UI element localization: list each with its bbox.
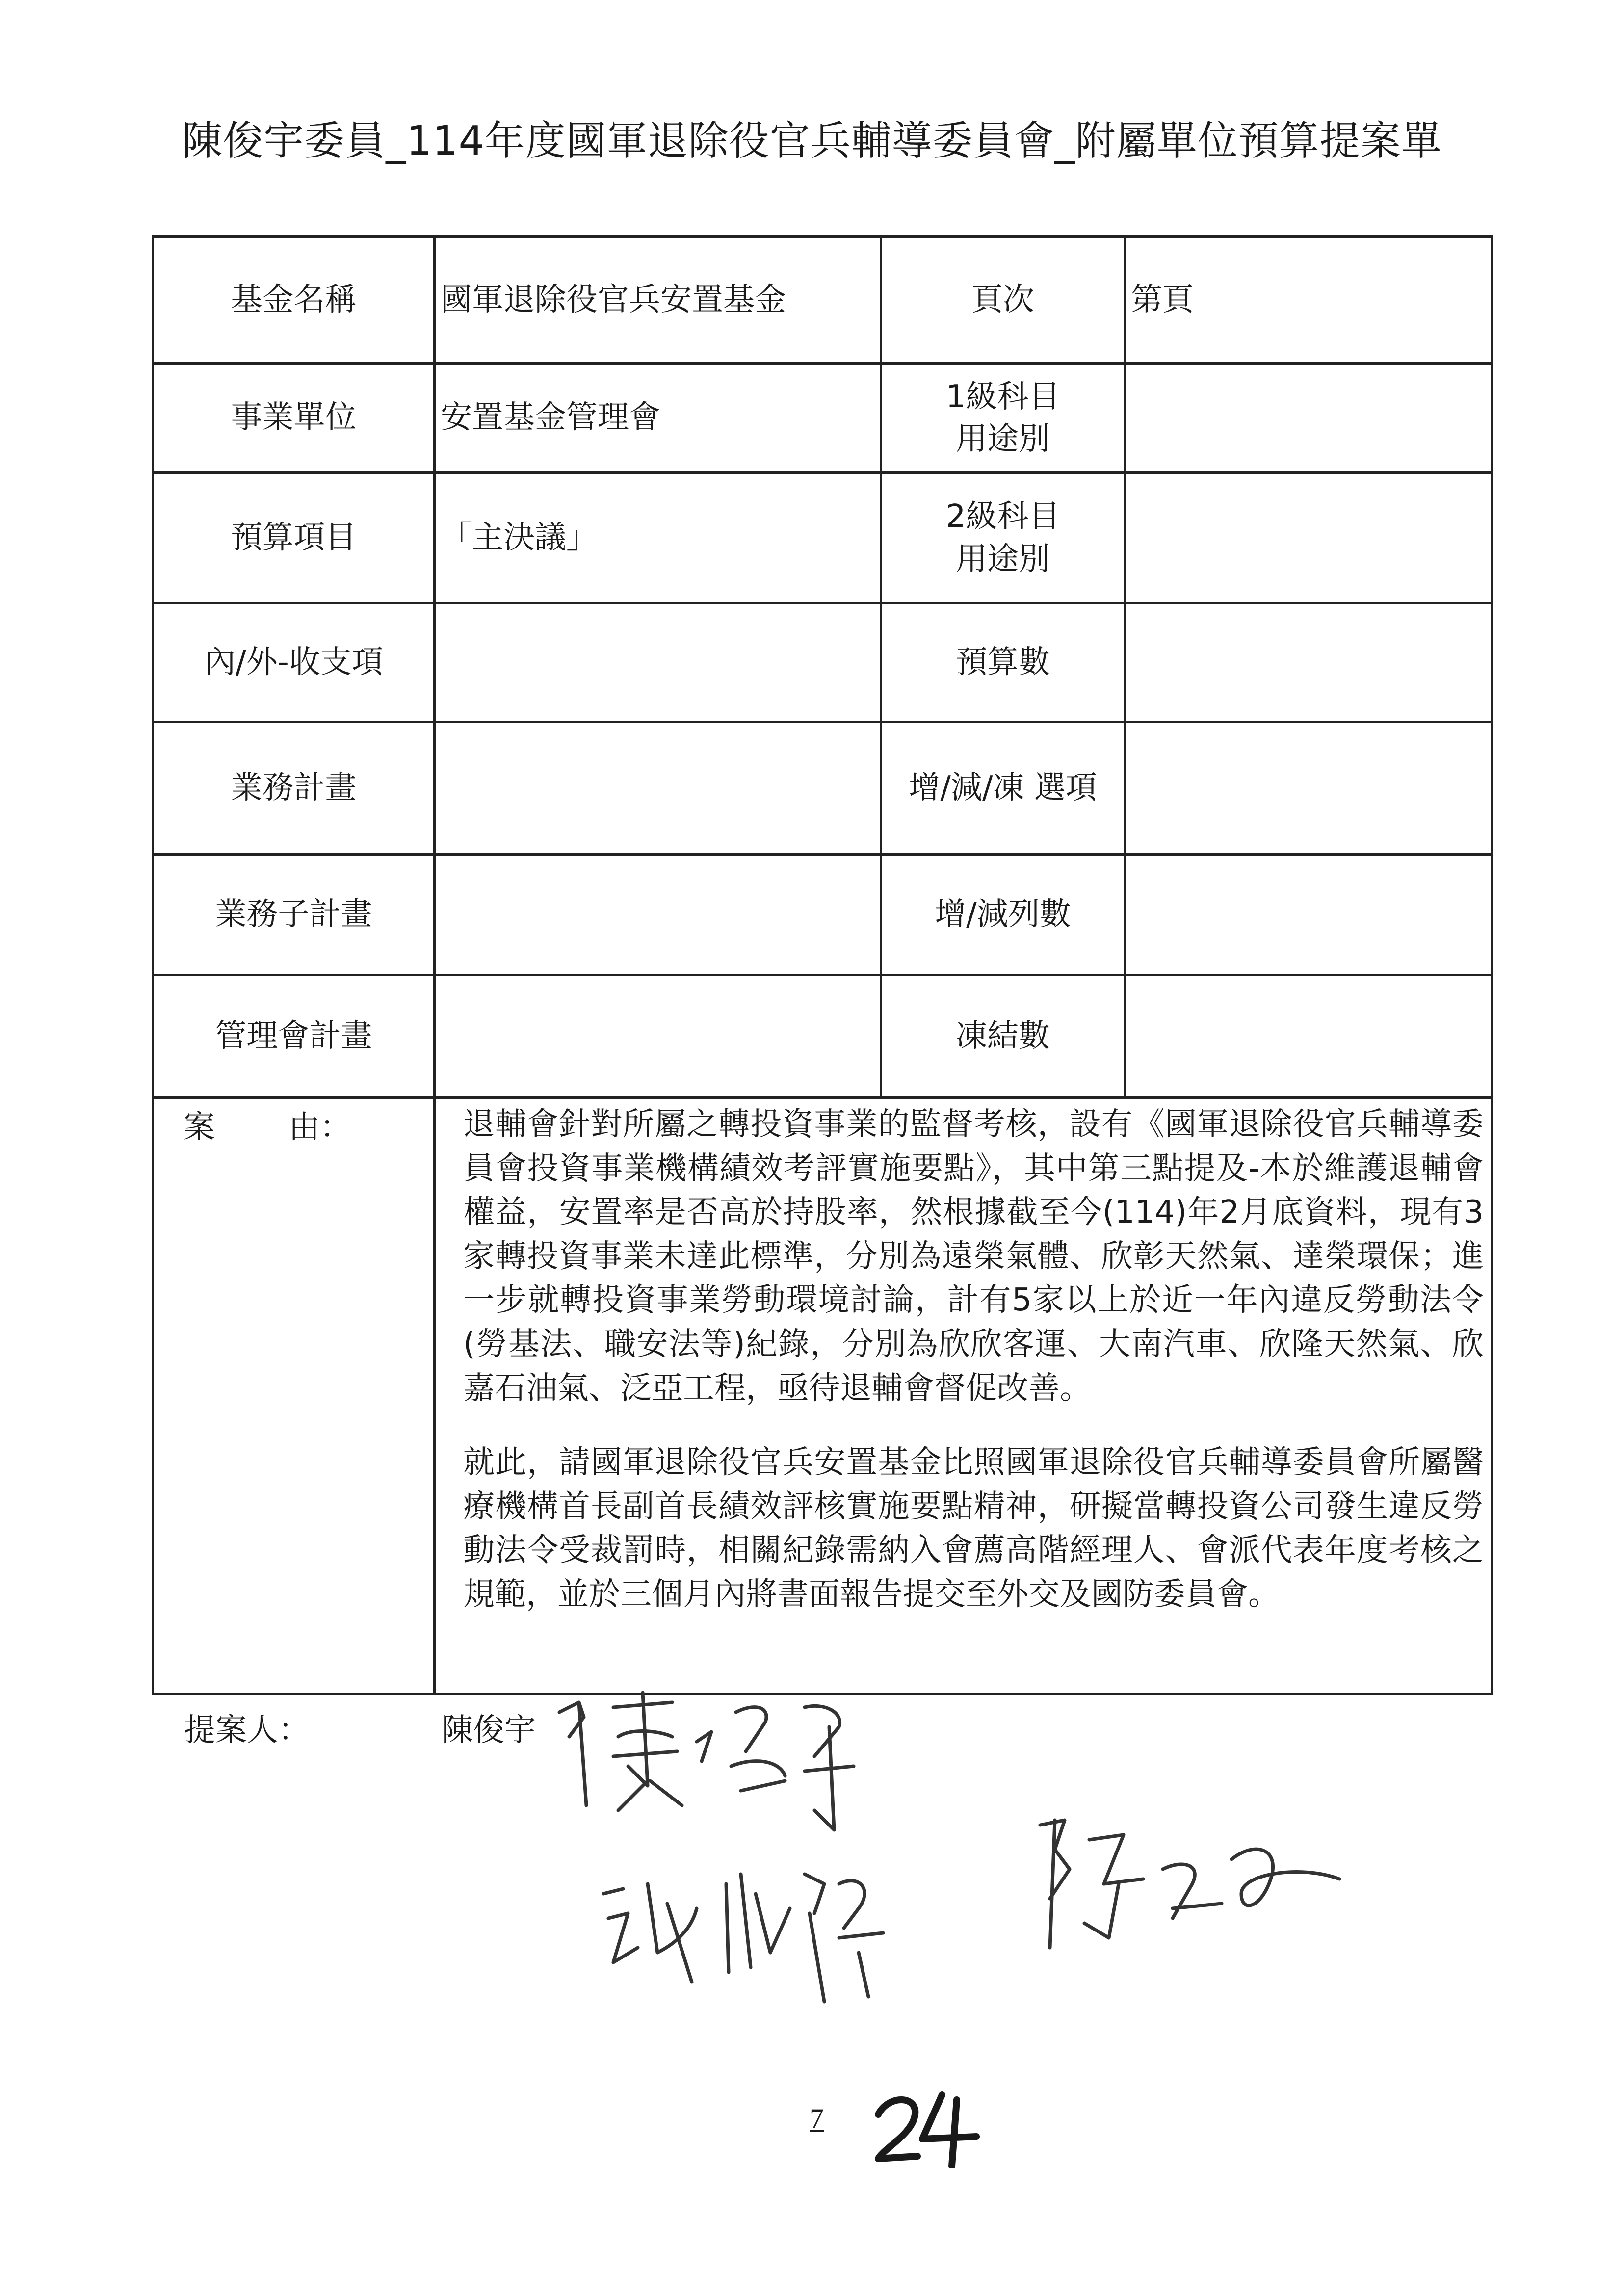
field-value <box>1125 473 1492 603</box>
reason-label <box>153 1098 435 1694</box>
field-label: 2級科目 用途別 <box>881 473 1125 603</box>
proposal-form-table <box>152 235 1493 1695</box>
table-row <box>153 364 1492 473</box>
field-label: 增/減/凍 選項 <box>881 722 1125 855</box>
field-value <box>1125 364 1492 473</box>
field-value <box>1125 855 1492 975</box>
field-value: 第頁 <box>1125 237 1492 364</box>
field-value <box>435 722 881 855</box>
reason-body <box>435 1098 1492 1694</box>
reason-paragraph: 就此，請國軍退除役官兵安置基金比照國軍退除役官兵輔導委員會所屬醫療機構首長副首長績效評核實施要點精神，研擬當轉投資公司發生違反勞動法令受裁罰時，相關紀錄需納入會薦高階經理人、會派代表年度考核之規範，並於三個月內將書面報告提交至外交及國防委員會。 <box>463 1444 1484 1613</box>
field-label: 1級科目 用途別 <box>881 364 1125 473</box>
field-value <box>1125 603 1492 722</box>
field-value <box>435 603 881 722</box>
field-label: 預算項目 <box>153 473 435 603</box>
field-value <box>1125 975 1492 1098</box>
field-label: 預算數 <box>881 603 1125 722</box>
field-label: 內/外-收支項 <box>153 603 435 722</box>
field-label: 業務計畫 <box>153 722 435 855</box>
signature-3 <box>1025 1810 1349 1967</box>
field-value <box>1125 722 1492 855</box>
field-label: 管理會計畫 <box>153 975 435 1098</box>
field-value: 「主決議」 <box>435 473 881 603</box>
field-label: 增/減列數 <box>881 855 1125 975</box>
proposer-name: 陳俊宇 <box>442 1712 536 1748</box>
table-row <box>153 855 1492 975</box>
field-value: 國軍退除役官兵安置基金 <box>435 237 881 364</box>
field-value <box>435 855 881 975</box>
page-number: 7 <box>810 2103 824 2135</box>
field-value: 安置基金管理會 <box>435 364 881 473</box>
table-row <box>153 237 1492 364</box>
field-label: 業務子計畫 <box>153 855 435 975</box>
table-row <box>153 722 1492 855</box>
field-label: 凍結數 <box>881 975 1125 1098</box>
handwritten-page-number <box>868 2085 981 2168</box>
table-row <box>153 603 1492 722</box>
reason-label-b: 由： <box>288 1109 351 1146</box>
field-value <box>435 975 881 1098</box>
reason-label-a: 案 <box>183 1109 215 1146</box>
proposer-label: 提案人： <box>184 1712 310 1748</box>
field-label: 事業單位 <box>153 364 435 473</box>
field-label: 頁次 <box>881 237 1125 364</box>
reason-paragraph: 退輔會針對所屬之轉投資事業的監督考核，設有《國軍退除役官兵輔導委員會投資事業機構績效考評實施要點》，其中第三點提及-本於維護退輔會權益，安置率是否高於持股率，然根據截至今(114)年2月底資料，現有3家轉投資事業未達此標準，分別為遠榮氣體、欣彰天然氣、達榮環保；進一步就轉投資事業勞動環境討論，計有5家以上於近一年內違反勞動法令(勞基法、職安法等)紀錄，分別為欣欣客運、大南汽車、欣隆天然氣、欣嘉石油氣、泛亞工程，亟待退輔會督促改善。 <box>463 1106 1484 1407</box>
table-row <box>153 473 1492 603</box>
signature-1 <box>550 1683 903 1845</box>
signature-2 <box>594 1854 927 2016</box>
page-title: 陳俊宇委員_114年度國軍退除役官兵輔導委員會_附屬單位預算提案單 <box>182 118 1442 164</box>
table-row-reason <box>153 1098 1492 1694</box>
field-label: 基金名稱 <box>153 237 435 364</box>
table-row <box>153 975 1492 1098</box>
